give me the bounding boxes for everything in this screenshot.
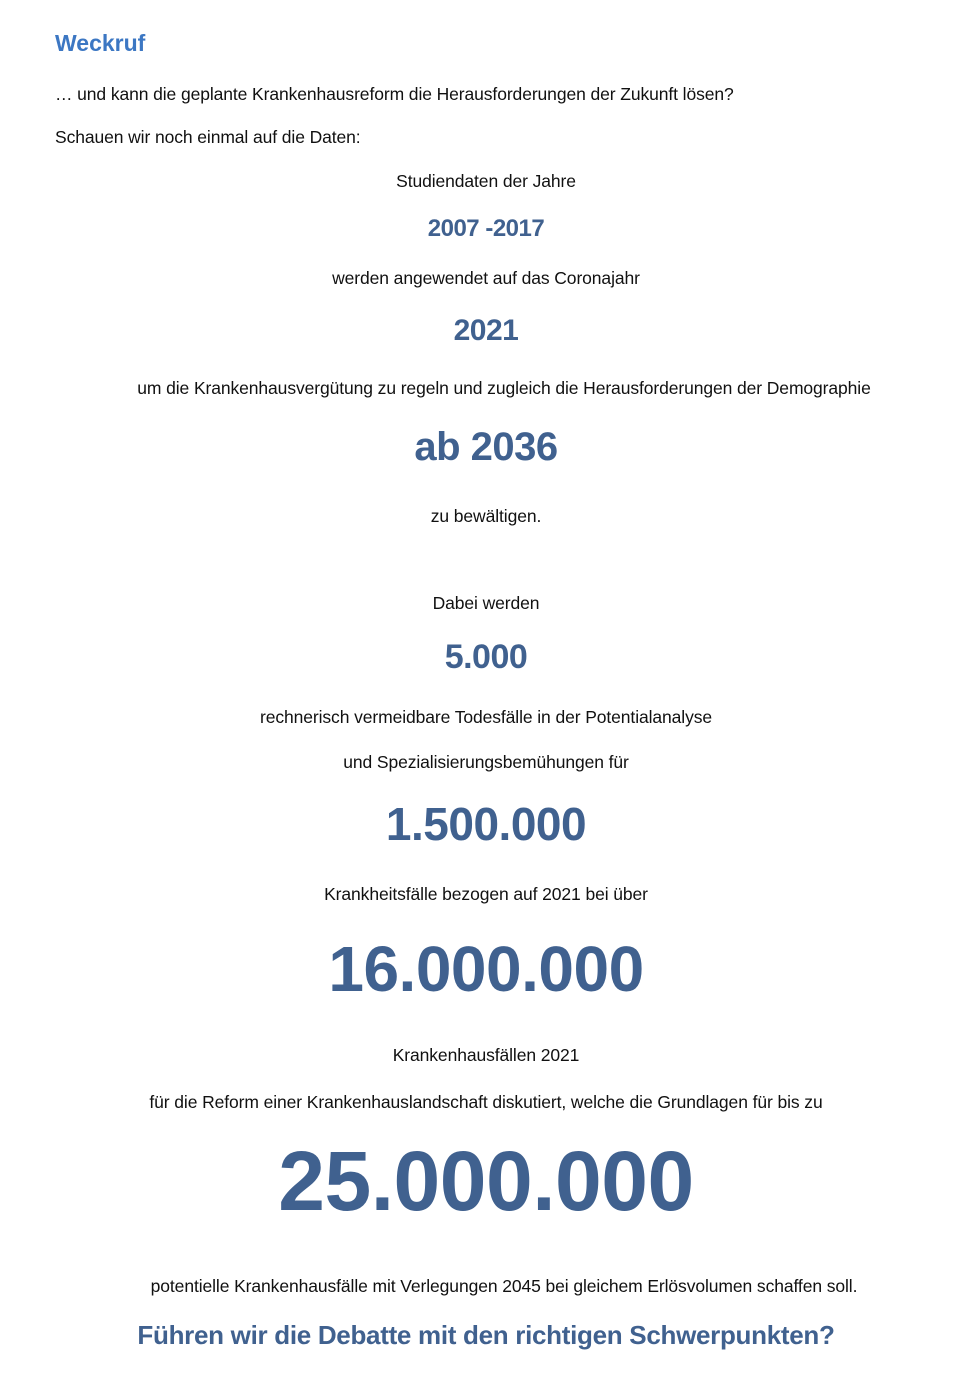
ab-2036: ab 2036 [414, 425, 558, 469]
spezialisierung-line: und Spezialisierungsbemühungen für [343, 752, 629, 772]
dabei-line: Dabei werden [432, 593, 540, 613]
studiendaten-line: Studiendaten der Jahre [396, 171, 576, 191]
num-16000000: 16.000.000 [328, 933, 644, 1005]
intro-data: Schauen wir noch einmal auf die Daten: [55, 127, 361, 147]
krankenhausfaelle-line: Krankenhausfällen 2021 [392, 1045, 580, 1065]
potentielle-line: potentielle Krankenhausfälle mit Verlegungen 2045 bei gleichem Erlösvolumen schaffen soll. [150, 1276, 858, 1296]
years-range: 2007 -2017 [427, 215, 545, 242]
bewaeltigen-line: zu bewältigen. [430, 506, 542, 526]
num-1500000: 1.500.000 [385, 798, 587, 850]
todesfaelle-line: rechnerisch vermeidbare Todesfälle in der Potentialanalyse [259, 707, 713, 727]
intro-question: … und kann die geplante Krankenhausreform die Herausforderungen der Zukunft lösen? [55, 84, 734, 104]
regeln-line: um die Krankenhausvergütung zu regeln und zugleich die Herausforderungen der Demographie [137, 378, 871, 398]
krankheitsfaelle-line: Krankheitsfälle bezogen auf 2021 bei über [324, 884, 648, 904]
year-2021: 2021 [453, 314, 519, 347]
reform-line: für die Reform einer Krankenhauslandschaft diskutiert, welche die Grundlagen für bis zu [149, 1092, 823, 1112]
angewendet-line: werden angewendet auf das Coronajahr [332, 268, 640, 288]
num-25000000: 25.000.000 [278, 1134, 694, 1228]
num-5000: 5.000 [444, 638, 528, 676]
closing-question: Führen wir die Debatte mit den richtigen Schwerpunkten? [137, 1320, 835, 1350]
document-title: Weckruf [55, 30, 146, 56]
